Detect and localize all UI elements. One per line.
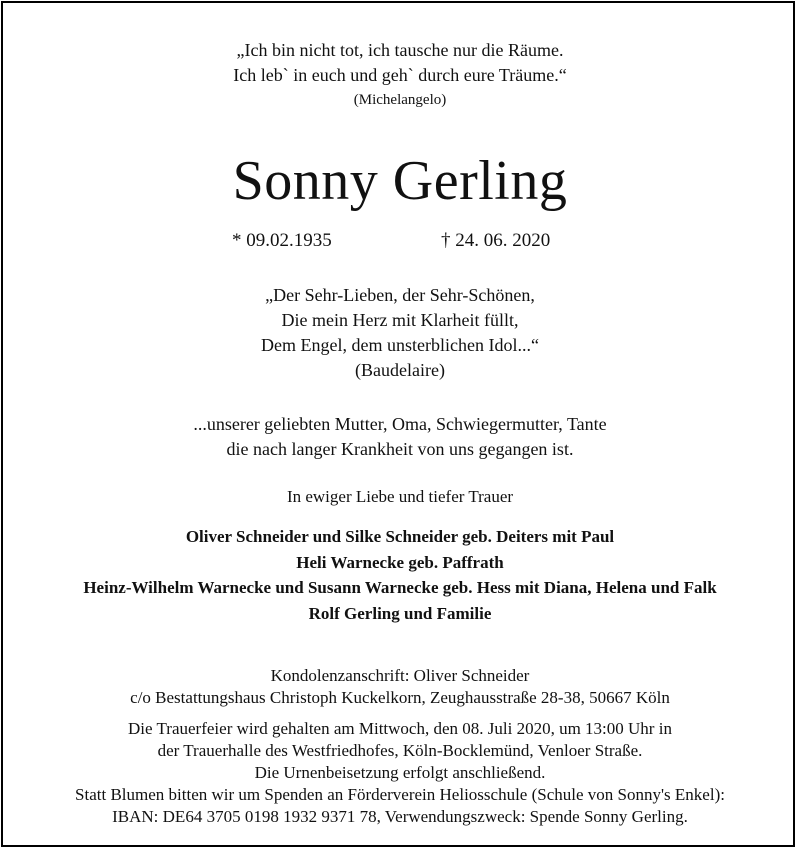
quote-line: Die mein Herz mit Klarheit füllt,: [281, 310, 519, 330]
mourner-entry: Heinz-Wilhelm Warnecke und Susann Warnecke geb. Hess mit Diana, Helena und Falk: [83, 578, 717, 597]
birth-date: * 09.02.1935: [232, 230, 332, 251]
dedication-line: die nach langer Krankheit von uns gegangen ist.: [226, 439, 574, 459]
mourners-list: [0, 524, 800, 626]
quote-line: Dem Engel, dem unsterblichen Idol...“: [261, 335, 539, 355]
middle-quote: [0, 283, 800, 383]
opening-quote: [0, 38, 800, 112]
condolence-line: Kondolenzanschrift: Oliver Schneider: [270, 666, 530, 685]
dedication-line: ...unserer geliebten Mutter, Oma, Schwiegermutter, Tante: [193, 414, 607, 434]
ceremony-info: [0, 718, 800, 828]
dedication-text: [0, 412, 800, 462]
condolence-address: [0, 665, 800, 709]
quote-line: „Der Sehr-Lieben, der Sehr-Schönen,: [265, 285, 535, 305]
mourner-entry: Rolf Gerling und Familie: [308, 603, 492, 623]
ceremony-line: Die Trauerfeier wird gehalten am Mittwoch, den 08. Juli 2020, um 13:00 Uhr in: [128, 719, 672, 738]
mourner-entry: Heli Warnecke geb. Paffrath: [296, 552, 504, 572]
quote-attribution: (Michelangelo): [353, 92, 447, 108]
ceremony-line: Statt Blumen bitten wir um Spenden an Förderverein Heliosschule (Schule von Sonny's Enkel):: [75, 785, 725, 804]
ceremony-line: der Trauerhalle des Westfriedhofes, Köln-Bocklemünd, Venloer Straße.: [157, 741, 643, 760]
mourning-line: In ewiger Liebe und tiefer Trauer: [286, 487, 514, 506]
death-date: † 24. 06. 2020: [441, 230, 551, 251]
quote-line: Ich leb` in euch und geh` durch eure Träume.“: [233, 65, 567, 85]
mourner-entry: Oliver Schneider und Silke Schneider geb. Deiters mit Paul: [185, 527, 615, 546]
quote-attribution: (Baudelaire): [355, 360, 445, 380]
quote-line: „Ich bin nicht tot, ich tausche nur die Räume.: [236, 40, 564, 60]
ceremony-line: Die Urnenbeisetzung erfolgt anschließend.: [254, 763, 546, 782]
deceased-name: Sonny Gerling: [232, 150, 568, 212]
ceremony-line: IBAN: DE64 3705 0198 1932 9371 78, Verwendungszweck: Spende Sonny Gerling.: [112, 807, 688, 826]
condolence-line: c/o Bestattungshaus Christoph Kuckelkorn, Zeughausstraße 28-38, 50667 Köln: [130, 688, 670, 707]
